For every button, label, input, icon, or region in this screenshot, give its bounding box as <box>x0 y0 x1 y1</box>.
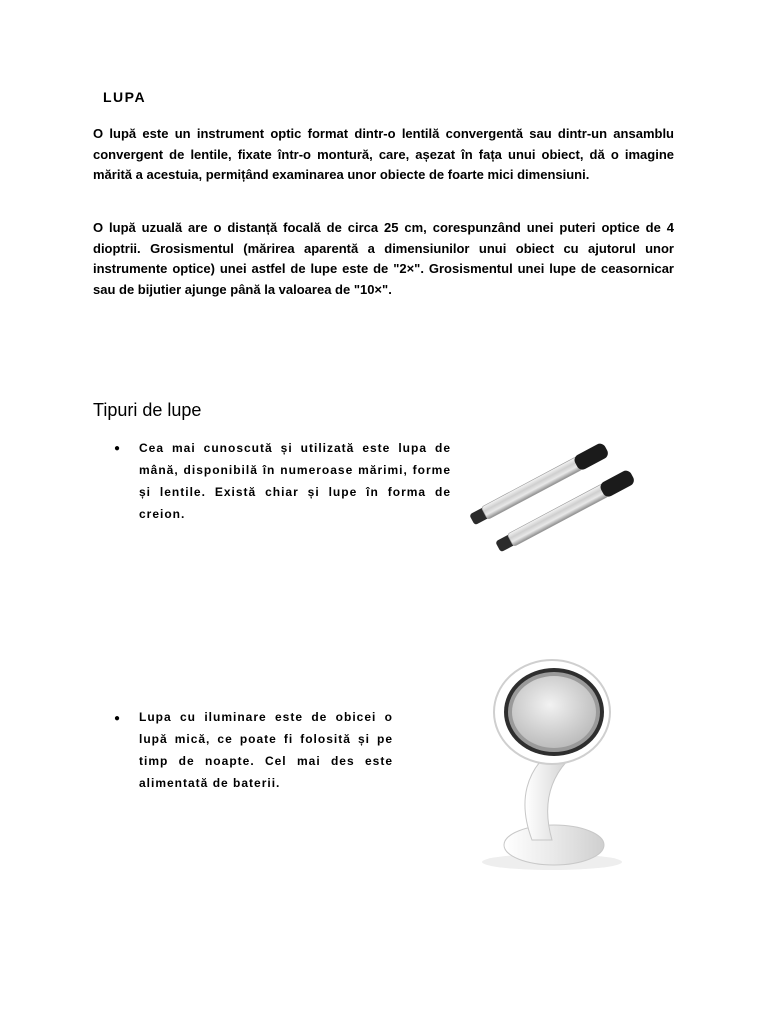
bullet-icon: ● <box>114 443 121 454</box>
pen-magnifiers-image <box>460 440 660 555</box>
bullet-text-hand-lens: Cea mai cunoscută și utilizată este lupa de mână, disponibilă în numeroase mărimi, forme și lentile. Există chiar și lupe în forma de creion. <box>139 441 451 521</box>
bullet-text-illuminated-lens: Lupa cu iluminare este de obicei o lupă mică, ce poate fi folosită și pe timp de noapte. Cel mai des este alimentată de baterii. <box>139 710 393 790</box>
intro-paragraph: O lupă este un instrument optic format dintr-o lentilă convergentă sau dintr-un ansamblu convergent de lentile, fixate într-o montură, care, așezat în fața unui obiect, dă o imagine mărită a acestuia, permițând examinarea unor obiecte de foarte mici dimensiuni. <box>93 126 674 182</box>
focal-paragraph: O lupă uzuală are o distanță focală de circa 25 cm, corespunzând unei puteri optice de 4 dioptrii. Grosismentul (mărirea aparentă a dimensiunilor unui obiect cu ajutorul unor instrumente optice) unei astfel de lupe este de "2×". Grosismentul unei lupe de ceasornicar sau de bijutier ajunge până la valoarea de "10×". <box>93 220 674 297</box>
section-heading: Tipuri de lupe <box>93 400 202 420</box>
page-title: LUPA <box>103 89 147 105</box>
illuminated-magnifier-image <box>432 640 672 890</box>
bullet-icon: ● <box>114 713 121 724</box>
